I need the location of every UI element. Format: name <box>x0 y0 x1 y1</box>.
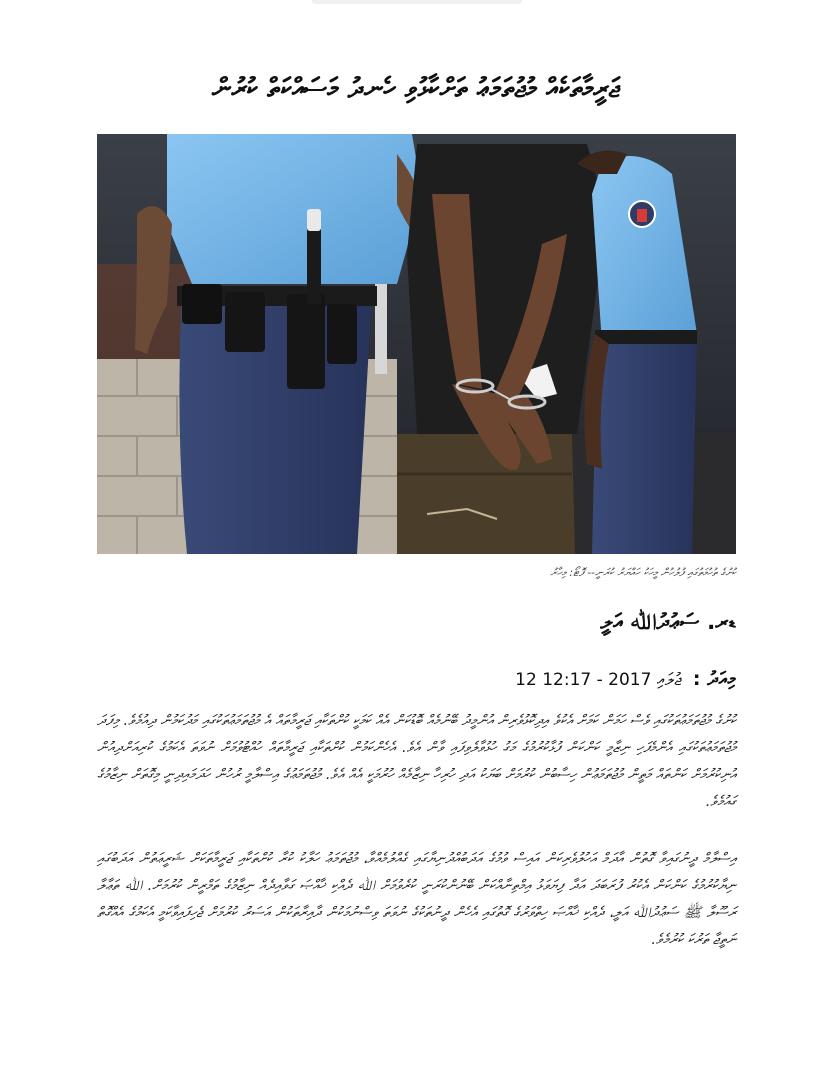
date-value: 12 ޖުލައި 2017 - 12:17 <box>515 670 682 690</box>
publish-date <box>97 668 736 690</box>
photo-caption: ކުށުގެ ތުހުމަތުގައި ފުލުހުން މީހަކު ހައްޔަރު ކުރަނީ-- ފޮޓޯ: މިހާރު <box>550 566 736 579</box>
article-paragraph: އިސްލާމް ދީނުގައިވާ ގޮތުން އާދަމް އަހުލުވެރިކަން އައިސް ވުމުގެ އަދަބުއްދުނިޔާގައި ގެއްލުމެއްވާ، މުޖުތަމަޢު ހަލާކު ކުރާ ކުށްތަކާއި ޖަރީމާތަކަށް ޝަރީޢަތުން އަދަބުގައި ނިޔާކުރުމުގެ ކަންކަން އެކުރު ފުރަބަދަ އަދާ ފިޔަވަޅު އިމްތިނާއްކަން ބޭނުންކުރަނީ ކުރެވުމަށް ﷲ ދެއްކި ޚާއްޞަ ގަވާއިދެއް ނިޒާމުގެ ތަމްރީން ކުރުމަށް. ﷲ ތަޢާލާ ރަސޫލާ ﷺ ސަޢުދުﷲ އަލީ، ދެއްކި ޚާއްޞަ ހިތްވަރުގެ ގޮތުގައި އެހެން ދީނުތަކުގެ ނުވަތަ ވިސްނުމަކުން ދާއިރާތަކުން އަސަރު ކުރުމަށް ޖެހިފައިވާކަމީ އެކަމުގެ އެއްގޮތް ނަތީޖާ ތަރުކަ ކުރުމެވެ. <box>97 851 736 948</box>
article-photo <box>97 134 736 554</box>
date-label: މިއަދު : <box>692 668 736 690</box>
article-paragraph: ކުށުގެ މުޖުތަމަޢުތަކުގައި ވެސް ހަމަން ކަމަށް އެކުވެ އިދިކޮޅުވެރިން އުންމީދު ބޭނުމެއް ބޮޑުކަން އެއް ކަމަކީ ކުށްތަކާއި ޖަރީމާތައް އެ މުޖުތަމަޢުތަކުގައި މަދުކަމުން ދިއުމެވެ. މިފަދަ މުޖުތަމަޢުތަކުގައި އެންމެފަހި ނިޒާމީ ކަންކަން ފުޅާކުރުމުގެ މަގު ހުޅުވާލެވިފައި ވާން އެވެ. އެހެންކަމުން ކުށްތަކާއި ޖަރީމާތައް ހުއްޓުވުމަށް ނުވަތަ އެކަމުގެ ކުރިއަށްދިއުން އުނިކުރުމަށް ކަންތައް މަތީން މުޖުތަމަޢުން ހިސާބުން ކުރުމަށް ބަޔަކު އަދި ހުރިހާ ނިޒާމެއް ހުރުމަކީ އެއް އެވެ. މުޖުތަމަޢުގެ އިސްލާމީ ރުހުން ހަދަމައިދިނީ މިގޮތަށް ނިޒާމުގެ ގައުމެވެ. <box>97 713 736 810</box>
author-name: ޑރ. ސަޢުދުﷲ އަލީ <box>600 610 736 635</box>
top-bar <box>312 0 522 4</box>
article-headline: ޖަރީމާތަކެއް މުޖުތަމަޢު ތަށްކާޅުވި ހެނދު މަސައްކަތް ކުރުން <box>212 73 620 104</box>
police-arrest-photo-illustration <box>97 134 736 554</box>
